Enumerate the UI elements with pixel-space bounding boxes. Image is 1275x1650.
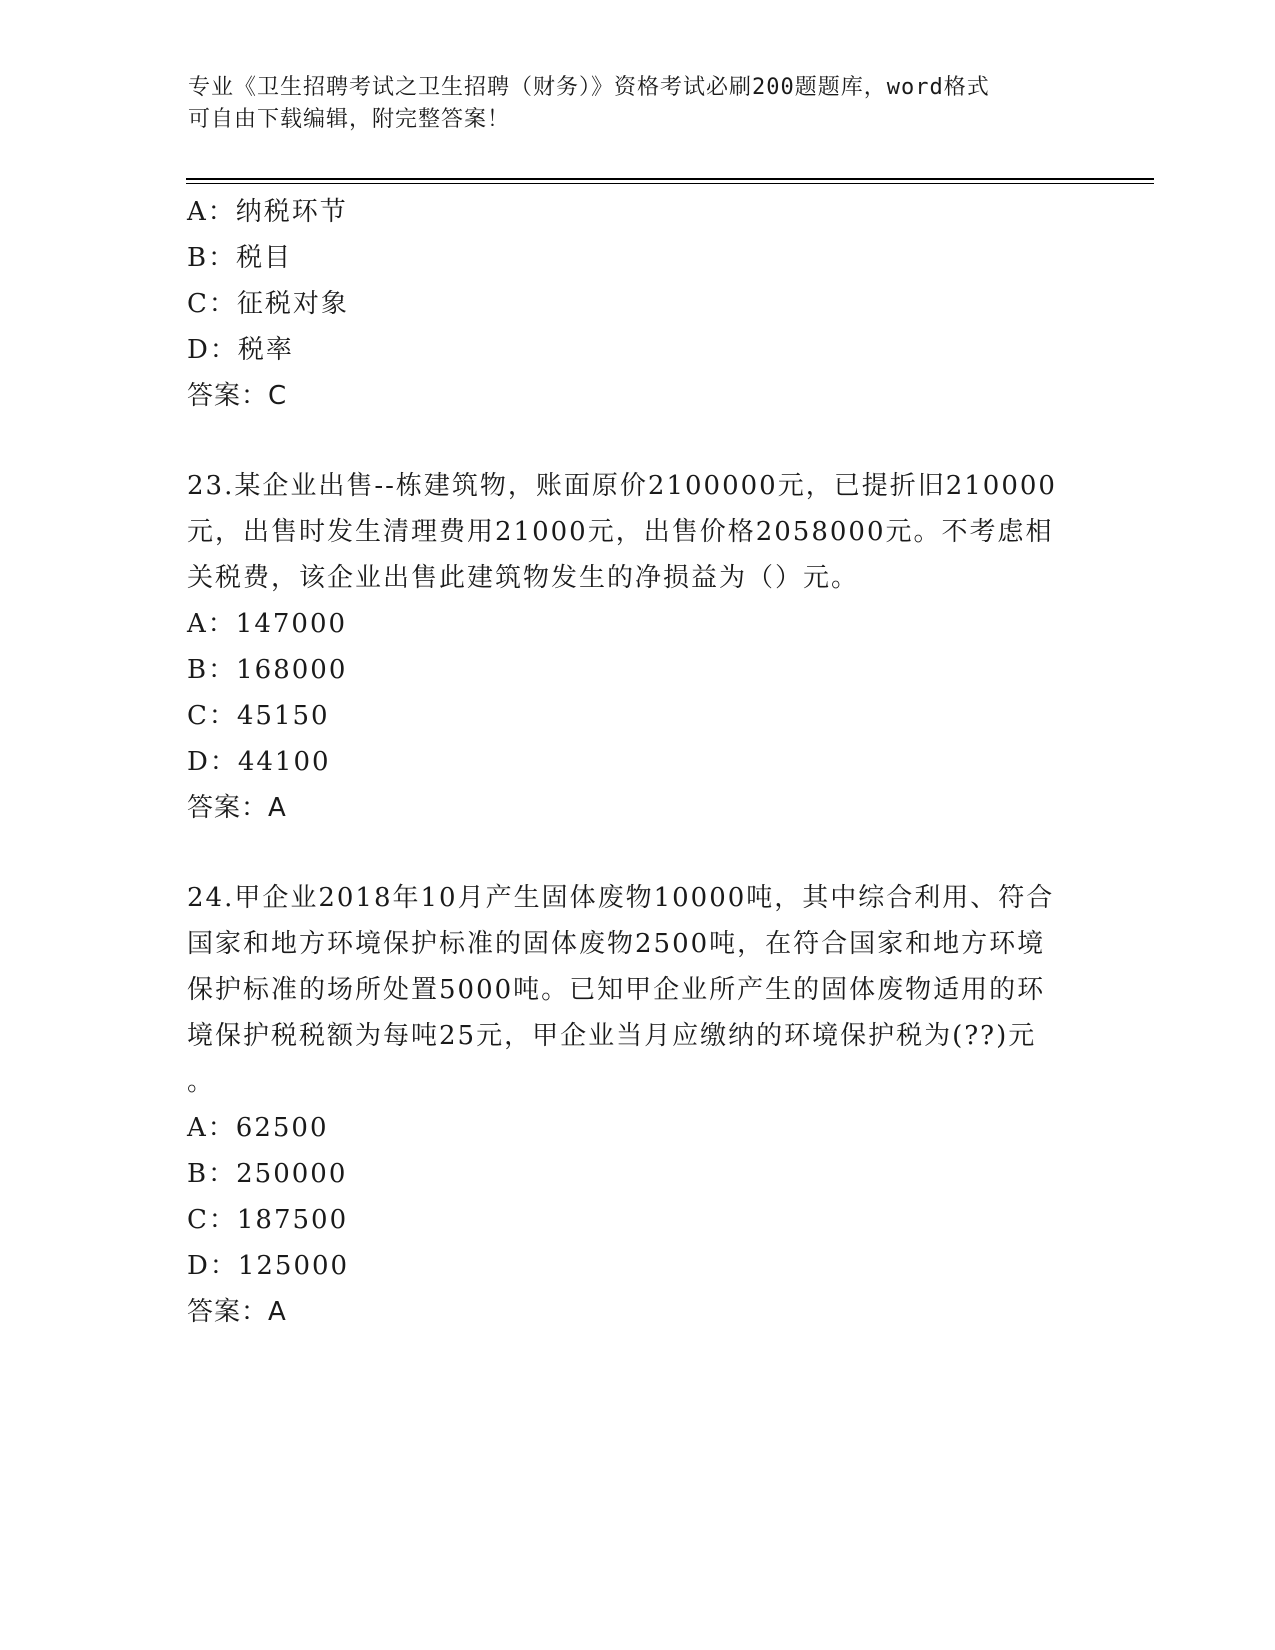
question-line: 保护标准的场所处置5000吨。已知甲企业所产生的固体废物适用的环 — [187, 975, 1046, 1005]
question-text — [187, 875, 1087, 1105]
option-a: A：纳税环节 — [187, 197, 348, 227]
question-line: 23.某企业出售--栋建筑物，账面原价2100000元，已提折旧210000 — [187, 471, 1057, 501]
option-d: D：125000 — [187, 1251, 350, 1281]
question-line: 国家和地方环境保护标准的固体废物2500吨，在符合国家和地方环境 — [187, 929, 1046, 959]
question-line: 境保护税税额为每吨25元，甲企业当月应缴纳的环境保护税为(??)元 — [187, 1021, 1037, 1051]
option-a: A：62500 — [187, 1113, 329, 1143]
question-line: 。 — [187, 1067, 216, 1097]
question-22-options — [187, 189, 1087, 419]
question-line: 关税费，该企业出售此建筑物发生的净损益为（）元。 — [187, 563, 860, 593]
option-a: A：147000 — [187, 609, 348, 639]
question-24 — [187, 875, 1087, 1335]
header-line-1: 专业《卫生招聘考试之卫生招聘（财务）》资格考试必刷200题题库，word格式 — [188, 75, 990, 100]
answer: 答案：C — [187, 381, 288, 411]
option-d: D：44100 — [187, 747, 331, 777]
option-b: B：税目 — [187, 243, 293, 273]
question-23 — [187, 463, 1087, 831]
question-text — [187, 463, 1087, 601]
option-b: B：250000 — [187, 1159, 348, 1189]
header-double-rule — [186, 178, 1154, 184]
header-line-2: 可自由下载编辑，附完整答案！ — [188, 107, 511, 132]
question-line: 24.甲企业2018年10月产生固体废物10000吨，其中综合利用、符合 — [187, 883, 1055, 913]
document-body — [187, 189, 1087, 1335]
option-c: C：45150 — [187, 701, 330, 731]
question-line: 元，出售时发生清理费用21000元，出售价格2058000元。不考虑相 — [187, 517, 1054, 547]
option-c: C：187500 — [187, 1205, 349, 1235]
answer: 答案：A — [187, 1297, 287, 1327]
page-header — [188, 72, 1068, 136]
option-c: C：征税对象 — [187, 289, 349, 319]
option-d: D：税率 — [187, 335, 294, 365]
option-b: B：168000 — [187, 655, 348, 685]
answer: 答案：A — [187, 793, 287, 823]
